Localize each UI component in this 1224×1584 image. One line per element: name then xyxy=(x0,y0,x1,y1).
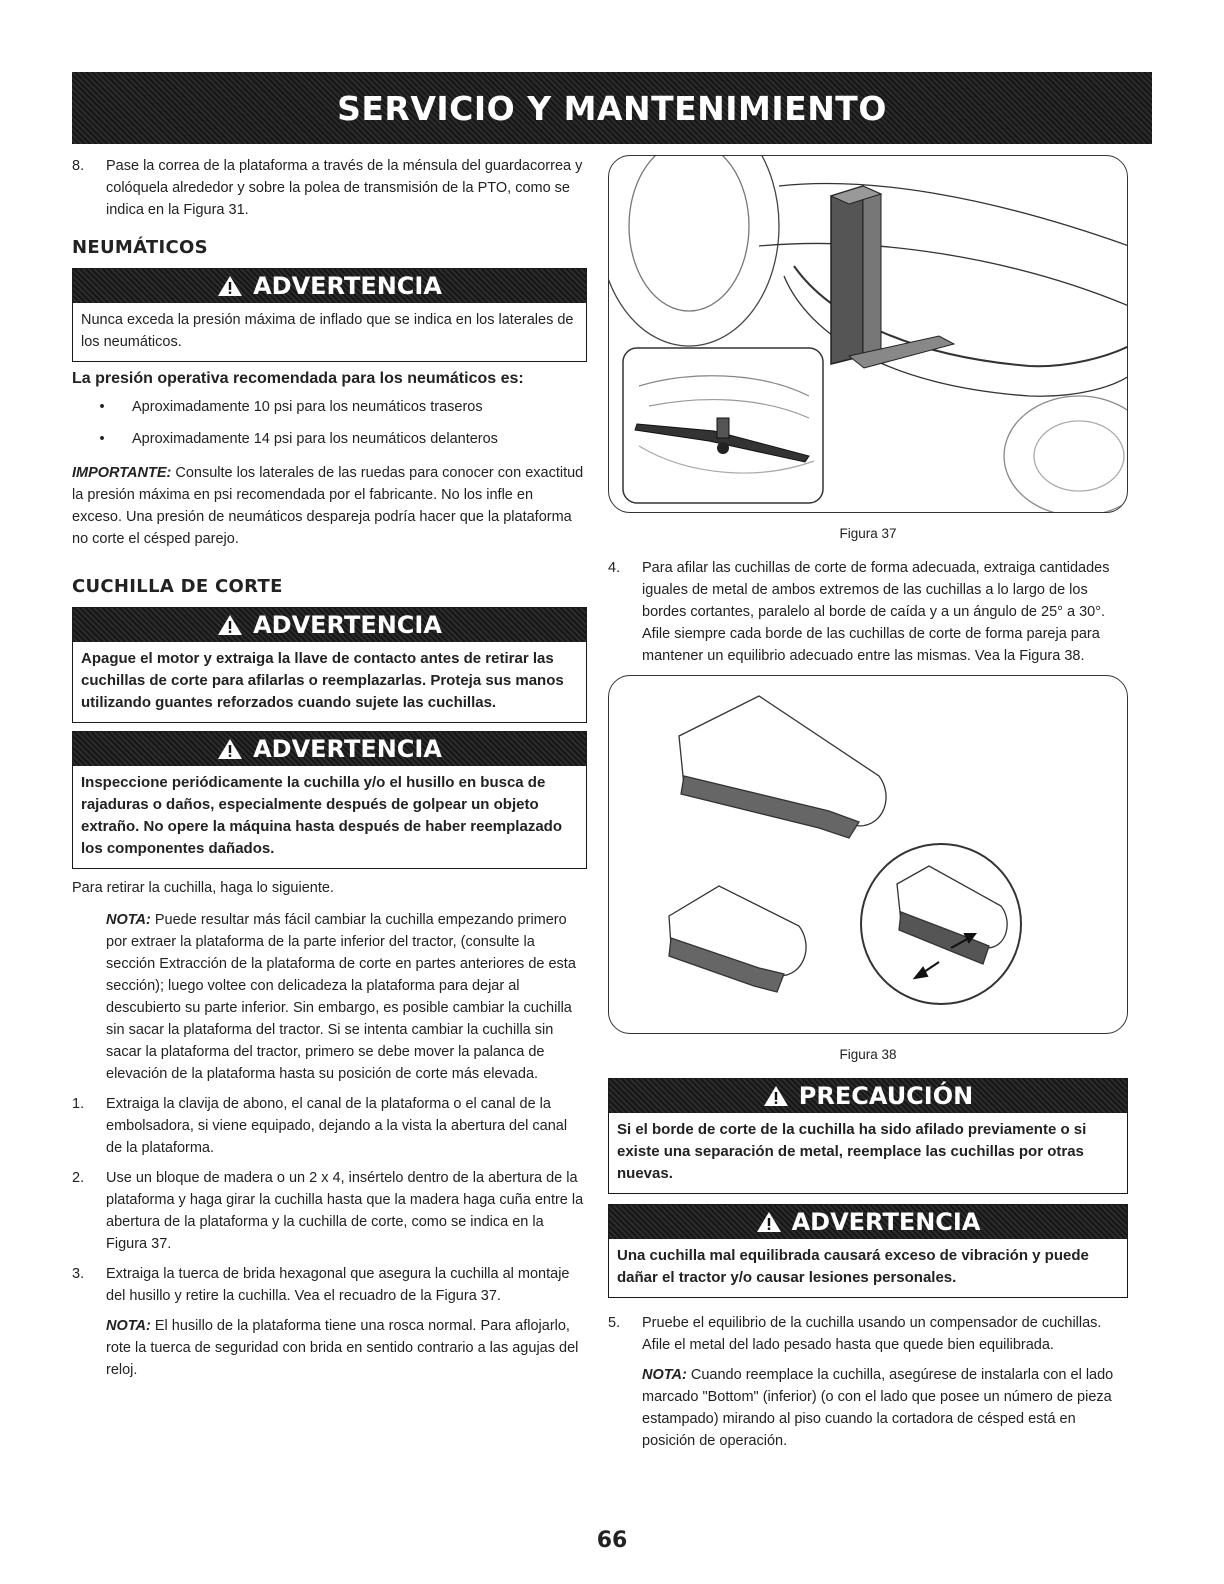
important-label: IMPORTANTE: xyxy=(72,465,172,481)
step-number: 4. xyxy=(608,560,621,576)
list-item: • Aproximadamente 10 psi para los neumáticos traseros xyxy=(99,399,483,415)
warning-triangle-icon xyxy=(217,738,243,760)
note-label: NOTA: xyxy=(106,1318,151,1334)
page-number: 66 xyxy=(596,1528,628,1553)
blade-heading: CUCHILLA DE CORTE xyxy=(72,576,283,597)
warning-text: Nunca exceda la presión máxima de inflado que se indica en los laterales de los neumáticos. xyxy=(81,312,574,350)
step-text: Pruebe el equilibrio de la cuchilla usando un compensador de cuchillas. Afile el metal del lado pesado hasta que quede bien equilibrada. xyxy=(642,1315,1102,1353)
figure-37-caption: Figura 37 xyxy=(839,526,897,541)
left-column xyxy=(72,155,587,1381)
note-2 xyxy=(72,1315,587,1381)
page-title: SERVICIO Y MANTENIMIENTO xyxy=(337,88,887,128)
deck-blade-illustration xyxy=(609,156,1128,512)
note-label: NOTA: xyxy=(642,1367,687,1383)
warning-triangle-icon xyxy=(763,1085,789,1107)
step-text: Extraiga la clavija de abono, el canal de la plataforma o el canal de la embolsadora, si viene equipado, dejando a la vista la abertura del canal de la plataforma. xyxy=(106,1096,568,1156)
caution-bar xyxy=(609,1079,1127,1113)
warning-title: ADVERTENCIA xyxy=(253,611,442,639)
warning-bar xyxy=(609,1205,1127,1239)
note-3 xyxy=(608,1364,1128,1452)
step-5 xyxy=(608,1312,1128,1356)
warning-title: ADVERTENCIA xyxy=(253,735,442,763)
tires-warning-box xyxy=(72,268,587,362)
step-8 xyxy=(72,155,587,221)
figure-38-caption: Figura 38 xyxy=(839,1047,897,1062)
blade-warning-box-2 xyxy=(72,731,587,869)
warning-text: Inspeccione periódicamente la cuchilla y/o el husillo en busca de rajaduras o daños, especialmente después de golpear un objeto extraño. No opere la máquina hasta después de haber reemplazado los componentes dañados. xyxy=(81,774,562,857)
list-item: • Aproximadamente 14 psi para los neumáticos delanteros xyxy=(99,431,498,447)
step-3 xyxy=(72,1263,587,1307)
note-text: Puede resultar más fácil cambiar la cuchilla empezando primero por extraer la plataforma de la parte inferior del tractor, (consulte la sección Extracción de la plataforma de corte en partes anteriores de esta sección); luego voltee con delicadeza la plataforma para dejar al descubierto su parte inferior. Sin embargo, es posible cambiar la cuchilla sin sacar la plataforma del tractor. Si se intenta cambiar la cuchilla sin sacar la plataforma del tractor, primero se debe mover la palanca de elevación de la plataforma hasta su posición de corte más elevada. xyxy=(106,912,576,1082)
step-number: 5. xyxy=(608,1315,621,1331)
step-number: 2. xyxy=(72,1170,85,1186)
note-text: El husillo de la plataforma tiene una rosca normal. Para aflojarlo, rote la tuerca de seguridad con brida en sentido contrario a las agujas del reloj. xyxy=(106,1318,579,1378)
warning-text: Una cuchilla mal equilibrada causará exceso de vibración y puede dañar el tractor y/o causar lesiones personales. xyxy=(617,1247,1089,1286)
important-text: Consulte los laterales de las ruedas para conocer con exactitud la presión máxima en psi recomendada por el fabricante. No los infle en exceso. Una presión de neumáticos despareja podría hacer que la plataforma no corte el césped parejo. xyxy=(72,465,584,547)
step-text: Extraiga la tuerca de brida hexagonal que asegura la cuchilla al montaje del husillo y retire la cuchilla. Vea el recuadro de la Figura 37. xyxy=(106,1266,570,1304)
blade-warning-box-1 xyxy=(72,607,587,723)
step-text: Para afilar las cuchillas de corte de forma adecuada, extraiga cantidades iguales de metal de ambos extremos de las cuchillas a lo largo de los bordes cortantes, paralelo al borde de caída y a un ángulo de 25° a 30°. Afile siempre cada borde de las cuchillas de corte de forma pareja para mantener un equilibrio adecuado entre las mismas. Vea la Figura 38. xyxy=(642,560,1110,664)
tire-pressure-list xyxy=(72,396,587,450)
note-label: NOTA: xyxy=(106,912,151,928)
caution-text: Si el borde de corte de la cuchilla ha sido afilado previamente o si existe una separación de metal, reemplace las cuchillas por otras nuevas. xyxy=(617,1121,1087,1182)
warning-bar xyxy=(73,269,586,303)
caution-box xyxy=(608,1078,1128,1194)
blade-sharpening-illustration xyxy=(609,676,1128,1033)
note-1 xyxy=(72,909,587,1085)
blade-intro: Para retirar la cuchilla, haga lo siguiente. xyxy=(72,880,334,896)
figure-37 xyxy=(608,155,1128,513)
warning-text: Apague el motor y extraiga la llave de contacto antes de retirar las cuchillas de corte para afilarlas o reemplazarlas. Proteja sus manos utilizando guantes reforzados cuando sujete las cuchillas. xyxy=(81,650,564,711)
right-column xyxy=(608,155,1128,1452)
caution-title: PRECAUCIÓN xyxy=(798,1082,974,1110)
balance-warning-box xyxy=(608,1204,1128,1298)
step-1 xyxy=(72,1093,587,1159)
step-number: 1. xyxy=(72,1096,85,1112)
figure-38 xyxy=(608,675,1128,1034)
warning-triangle-icon xyxy=(217,614,243,636)
warning-bar xyxy=(73,608,586,642)
step-number: 8. xyxy=(72,158,85,174)
step-text: Pase la correa de la plataforma a través de la ménsula del guardacorrea y colóquela alrededor y sobre la polea de transmisión de la PTO, como se indica en la Figura 31. xyxy=(106,158,583,218)
warning-title: ADVERTENCIA xyxy=(791,1208,981,1236)
step-text: Use un bloque de madera o un 2 x 4, insértelo dentro de la abertura de la plataforma y haga girar la cuchilla hasta que la madera haga cuña entre la abertura de la plataforma y la cuchilla de corte, como se indica en la Figura 37. xyxy=(106,1170,584,1252)
warning-bar xyxy=(73,732,586,766)
warning-triangle-icon xyxy=(756,1211,782,1233)
step-2 xyxy=(72,1167,587,1255)
note-text: Cuando reemplace la cuchilla, asegúrese de instalarla con el lado marcado "Bottom" (inferior) (o con el lado que posee un número de pieza estampado) mirando al piso cuando la cortadora de césped está en posición de operación. xyxy=(642,1367,1114,1449)
important-note xyxy=(72,462,587,550)
step-number: 3. xyxy=(72,1266,85,1282)
tires-heading: NEUMÁTICOS xyxy=(72,237,208,258)
warning-triangle-icon xyxy=(217,275,243,297)
tire-pressure-subheading: La presión operativa recomendada para los neumáticos es: xyxy=(72,370,524,387)
page-header-banner xyxy=(72,72,1152,144)
warning-title: ADVERTENCIA xyxy=(253,272,442,300)
step-4 xyxy=(608,557,1128,667)
